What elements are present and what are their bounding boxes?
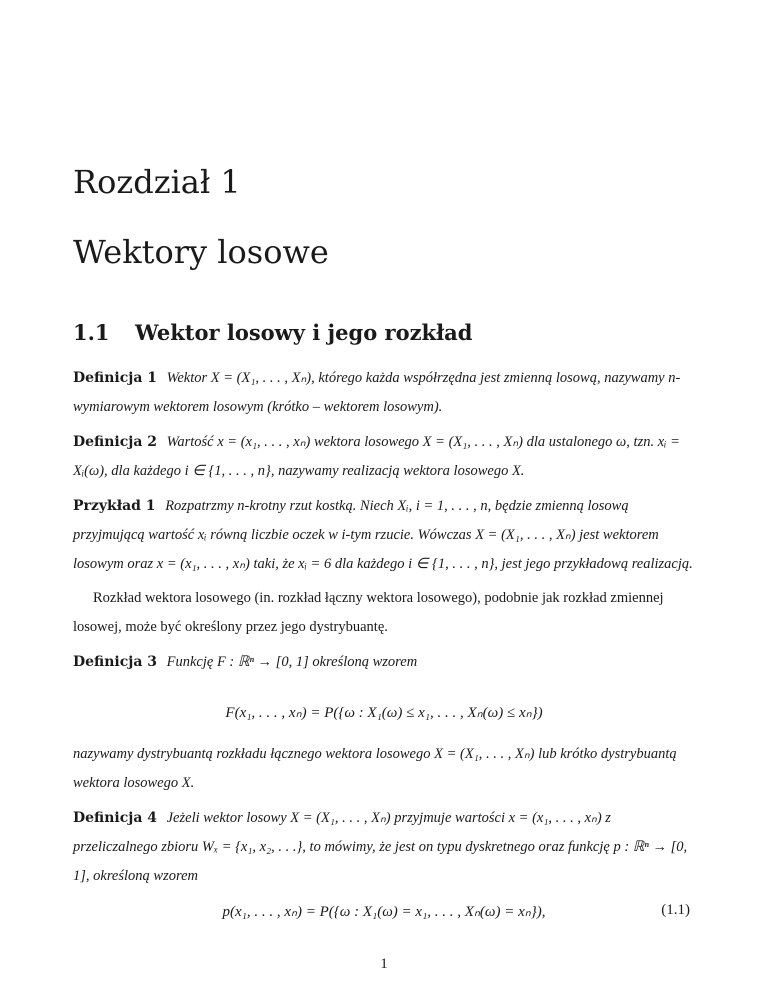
formula-4: p(x₁, . . . , xₙ) = P({ω : X₁(ω) = x₁, . . . , Xₙ(ω) = xₙ}),: [222, 904, 546, 920]
formula-3: F(x₁, . . . , xₙ) = P({ω : X₁(ω) ≤ x₁, . . . , Xₙ(ω) ≤ xₙ}): [225, 705, 543, 721]
example-1-text: Rozpatrzmy n-krotny rzut kostką. Niech Xᵢ, i = 1, . . . , n, będzie zmienną losową przyjmującą wartość xᵢ równą liczbie oczek w i-tym rzucie. Wówczas X = (X₁, . . . , Xₙ) jest wektorem losowym oraz x = (x₁, . . . , xₙ) taki, że xᵢ = 6 dla każdego i ∈ {1, . . . , n}, jest jego przykładową realizacją.: [73, 498, 693, 572]
definition-4-text: Jeżeli wektor losowy X = (X₁, . . . , Xₙ) przyjmuje wartości x = (x₁, . . . , xₙ) z przeliczalnego zbioru Wₓ = {x₁, x₂, . . .}, to mówimy, że jest on typu dyskretnego oraz funkcję p : ℝⁿ → [0, 1], określoną wzorem: [73, 810, 688, 884]
distribution-function-formula: [0, 703, 768, 722]
definition-4-label: Definicja 4: [73, 810, 157, 826]
chapter-title: Wektory losowe: [73, 233, 329, 271]
body-paragraph: Rozkład wektora losowego (in. rozkład łączny wektora losowego), podobnie jak rozkład zmiennej losowej, może być określony przez jego dystrybuantę.: [73, 590, 664, 635]
section-heading: [73, 322, 472, 343]
section-title: Wektor losowy i jego rozkład: [135, 320, 473, 345]
definition-3: [73, 648, 693, 677]
definition-3-continuation: [73, 740, 693, 798]
example-1: [73, 492, 693, 579]
section-number: 1.1: [73, 320, 110, 345]
definition-3-cont-text: nazywamy dystrybuantą rozkładu łącznego wektora losowego X = (X₁, . . . , Xₙ) lub krótko dystrybuantą wektora losowego X.: [73, 746, 677, 791]
definition-3-text: Funkcję F : ℝⁿ → [0, 1] określoną wzorem: [166, 654, 418, 670]
equation-number: (1.1): [661, 902, 690, 918]
definition-1-text: Wektor X = (X₁, . . . , Xₙ), którego każda współrzędna jest zmienną losową, nazywamy n-wymiarowym wektorem losowym (krótko – wektorem losowym).: [73, 370, 681, 415]
example-1-label: Przykład 1: [73, 498, 156, 514]
chapter-label: Rozdział 1: [73, 163, 241, 201]
definition-2: [73, 428, 693, 486]
page-number: 1: [380, 956, 388, 972]
definition-2-text: Wartość x = (x₁, . . . , xₙ) wektora losowego X = (X₁, . . . , Xₙ) dla ustalonego ω, tzn. xᵢ = Xᵢ(ω), dla każdego i ∈ {1, . . . , n}, nazywamy realizacją wektora losowego X.: [73, 434, 680, 479]
definition-1: [73, 364, 693, 422]
definition-4: [73, 804, 693, 891]
definition-3-label: Definicja 3: [73, 654, 157, 670]
probability-function-formula: [0, 902, 768, 921]
definition-1-label: Definicja 1: [73, 370, 157, 386]
definition-2-label: Definicja 2: [73, 434, 157, 450]
